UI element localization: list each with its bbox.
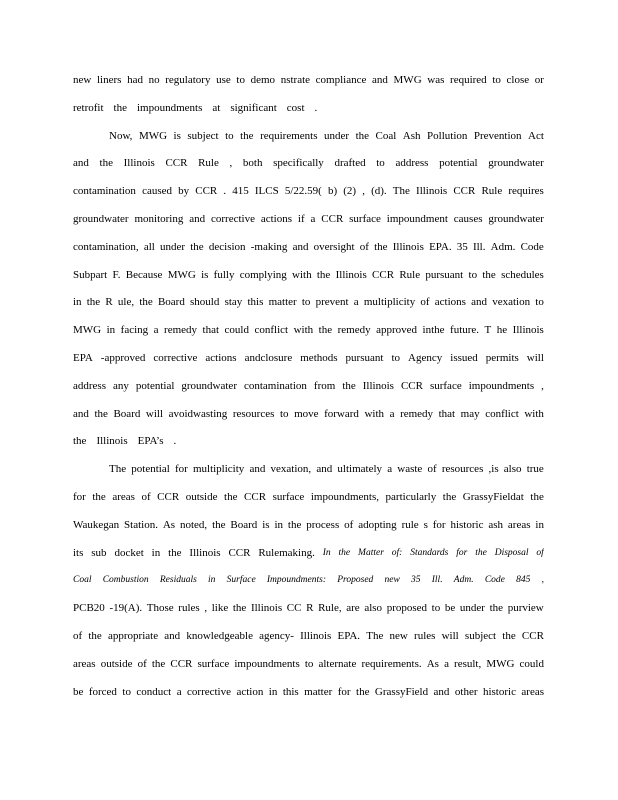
text-line: EPA -approved corrective actions andclosure methods pursuant to Agency issued permits will — [73, 352, 544, 364]
text-line: for the areas of CCR outside the CCR surface impoundments, particularly the GrassyFieldat the — [73, 491, 544, 503]
text-line: address any potential groundwater contamination from the Illinois CCR surface impoundments , — [73, 380, 544, 392]
text-line: areas outside of the CCR surface impoundments to alternate requirements. As a result, MWG could — [73, 658, 544, 670]
text-line: Now, MWG is subject to the requirements under the Coal Ash Pollution Prevention Act — [109, 130, 544, 142]
text-line: groundwater monitoring and corrective actions if a CCR surface impoundment causes groundwater — [73, 213, 544, 225]
text-line: its sub docket in the Illinois CCR Rulemaking. In the Matter of: Standards for the Disposal of — [73, 547, 544, 559]
text-line: new liners had no regulatory use to demo nstrate compliance and MWG was required to close or — [73, 74, 544, 86]
text-line: MWG in facing a remedy that could conflict with the remedy approved inthe future. T he Illinois — [73, 324, 544, 336]
text-line: Coal Combustion Residuals in Surface Impoundments: Proposed new 35 Ill. Adm. Code 845 , — [73, 575, 544, 585]
text-line: PCB20 -19(A). Those rules , like the Illinois CC R Rule, are also proposed to be under the purview — [73, 602, 544, 614]
text-line: retrofit the impoundments at significant cost . — [73, 102, 318, 114]
text-line: Waukegan Station. As noted, the Board is in the process of adopting rule s for historic ash areas in — [73, 519, 544, 531]
text-line: of the appropriate and knowledgeable agency- Illinois EPA. The new rules will subject the CCR — [73, 630, 544, 642]
text-line: the Illinois EPA’s . — [73, 435, 177, 447]
text-line: be forced to conduct a corrective action in this matter for the GrassyField and other historic areas — [73, 686, 544, 698]
text-line: Subpart F. Because MWG is fully complying with the Illinois CCR Rule pursuant to the schedules — [73, 269, 544, 281]
text-line: and the Illinois CCR Rule , both specifically drafted to address potential groundwater — [73, 157, 544, 169]
text-line: in the R ule, the Board should stay this matter to prevent a multiplicity of actions and vexation to — [73, 296, 544, 308]
text-line: The potential for multiplicity and vexation, and ultimately a waste of resources ,is also true — [109, 463, 544, 475]
text-line: and the Board will avoidwasting resources to move forward with a remedy that may conflict with — [73, 408, 544, 420]
text-line: contamination, all under the decision -making and oversight of the Illinois EPA. 35 Ill. Adm. Code — [73, 241, 544, 253]
text-line: contamination caused by CCR . 415 ILCS 5/22.59( b) (2) , (d). The Illinois CCR Rule requires — [73, 185, 544, 197]
